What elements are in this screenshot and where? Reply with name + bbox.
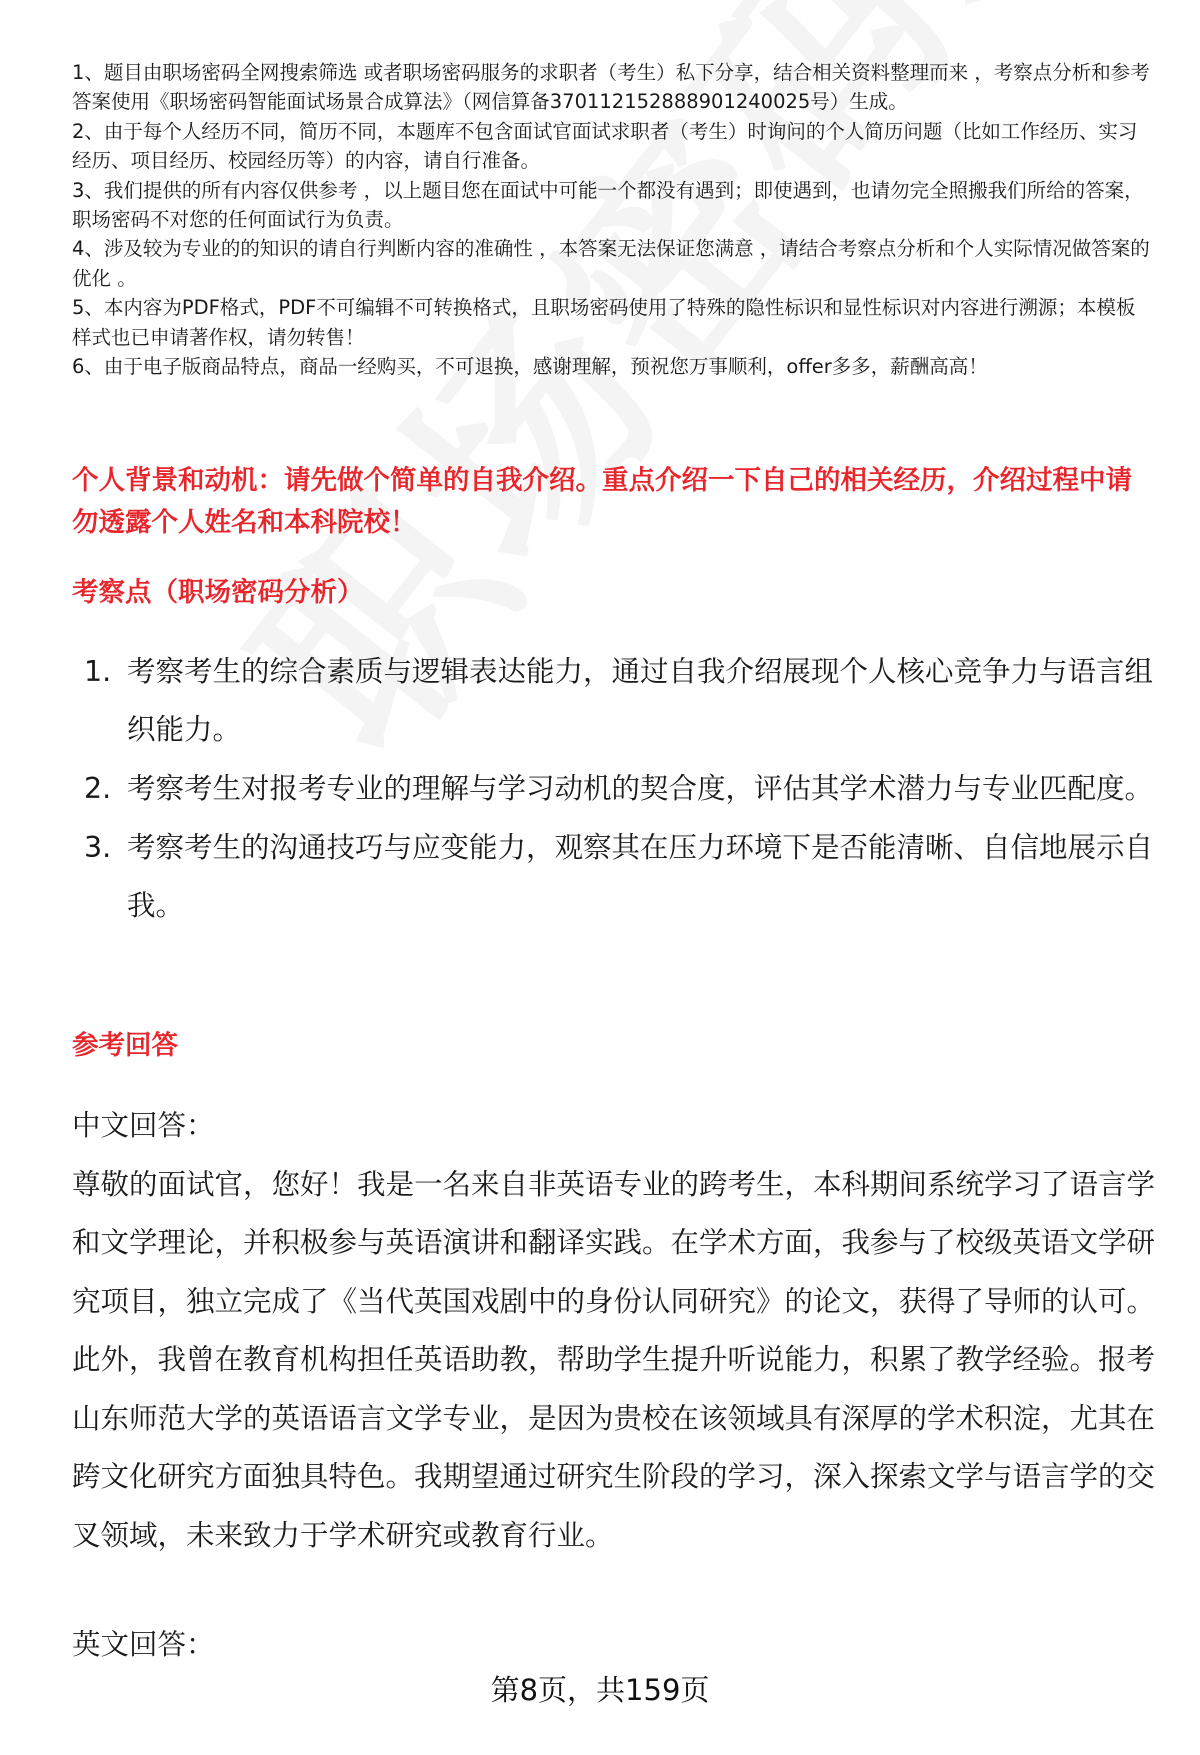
note-item: 6、由于电子版商品特点，商品一经购买，不可退换，感谢理解，预祝您万事顺利，offer多多，薪酬高高！ xyxy=(72,355,988,379)
list-text: 考察考生的沟通技巧与应变能力，观察其在压力环境下是否能清晰、自信地展示自我。 xyxy=(127,831,1154,922)
disclaimer-notes xyxy=(72,58,1152,381)
list-item xyxy=(72,643,1162,759)
list-number: 1. xyxy=(84,655,112,688)
chinese-answer-label: 中文回答： xyxy=(72,1109,215,1142)
note-item: 2、由于每个人经历不同，简历不同，本题库不包含面试官面试求职者（考生）时询问的个人简历问题（比如工作经历、实习经历、项目经历、校园经历等）的内容，请自行准备。 xyxy=(72,119,1138,173)
assessment-points-list xyxy=(72,643,1162,936)
note-item: 5、本内容为PDF格式，PDF不可编辑不可转换格式，且职场密码使用了特殊的隐性标识和显性标识对内容进行溯源；本模板样式也已申请著作权，请勿转售！ xyxy=(72,296,1136,349)
page-number-footer: 第8页，共159页 xyxy=(490,1673,710,1707)
list-text: 考察考生的综合素质与逻辑表达能力，通过自我介绍展现个人核心竞争力与语言组织能力。 xyxy=(127,655,1154,746)
list-item xyxy=(72,819,1162,935)
english-answer-label: 英文回答： xyxy=(72,1627,215,1661)
note-item: 4、涉及较为专业的的知识的请自行判断内容的准确性 ，本答案无法保证您满意 ，请结合考察点分析和个人实际情况做答案的优化 。 xyxy=(72,237,1150,290)
list-item xyxy=(72,760,1162,818)
assessment-points-heading: 考察点（职场密码分析） xyxy=(72,577,364,608)
note-item: 3、我们提供的所有内容仅供参考 ，以上题目您在面试中可能一个都没有遇到；即使遇到，也请勿完全照搬我们所给的答案，职场密码不对您的任何面试行为负责。 xyxy=(72,178,1144,232)
list-text: 考察考生对报考专业的理解与学习动机的契合度，评估其学术潜力与专业匹配度。 xyxy=(127,772,1154,805)
note-item: 1、题目由职场密码全网搜索筛选 或者职场密码服务的求职者（考生）私下分享，结合相关资料整理而来 ，考察点分析和参考答案使用《职场密码智能面试场景合成算法》（网信算备370112152888901240025号）生成。 xyxy=(72,61,1150,114)
reference-answer-heading: 参考回答 xyxy=(72,1030,178,1061)
list-number: 3. xyxy=(84,831,112,864)
question-heading: 个人背景和动机：请先做个简单的自我介绍。重点介绍一下自己的相关经历，介绍过程中请勿透露个人姓名和本科院校！ xyxy=(72,465,1132,538)
list-number: 2. xyxy=(84,772,112,805)
chinese-answer-section xyxy=(72,1097,1162,1565)
chinese-answer-text: 尊敬的面试官，您好！我是一名来自非英语专业的跨考生，本科期间系统学习了语言学和文学理论，并积极参与英语演讲和翻译实践。在学术方面，我参与了校级英语文学研究项目，独立完成了《当代英国戏剧中的身份认同研究》的论文，获得了导师的认可。此外，我曾在教育机构担任英语助教，帮助学生提升听说能力，积累了教学经验。报考山东师范大学的英语语言文学专业，是因为贵校在该领域具有深厚的学术积淀，尤其在跨文化研究方面独具特色。我期望通过研究生阶段的学习，深入探索文学与语言学的交叉领域，未来致力于学术研究或教育行业。 xyxy=(72,1167,1156,1552)
